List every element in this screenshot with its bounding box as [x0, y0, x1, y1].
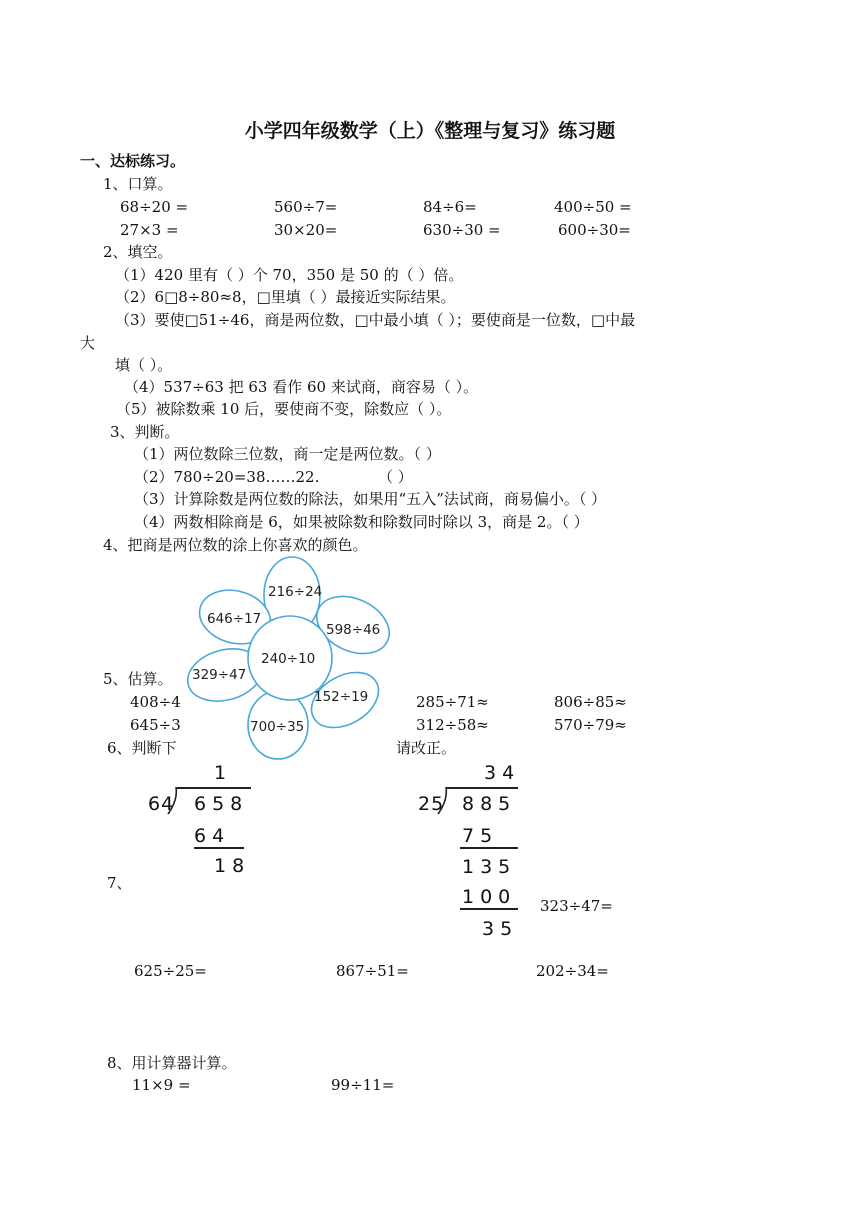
q3-item: （4）两数相除商是 6，如果被除数和除数同时除以 3，商是 2。（ ）: [134, 513, 589, 531]
q1-item: 30×20=: [274, 221, 338, 239]
q2-item: （5）被除数乘 10 后，要使商不变，除数应（ ）。: [116, 400, 452, 418]
petal-label: 152÷19: [314, 689, 369, 705]
petal-label: 598÷46: [326, 622, 381, 638]
q5-item: 806÷85≈: [554, 693, 627, 711]
q3-item: （2）780÷20=38……22.: [134, 468, 320, 486]
q1-item: 630÷30 =: [423, 221, 501, 239]
q7-item: 323÷47=: [540, 897, 613, 915]
q1-item: 400÷50 =: [554, 198, 632, 216]
q3-item: （ ）: [378, 468, 413, 486]
q7-item: 625÷25=: [134, 962, 207, 980]
division-line: [194, 847, 244, 849]
q7-item: 867÷51=: [336, 962, 409, 980]
q5-heading: 5、估算。: [103, 670, 173, 688]
q1-item: 600÷30=: [558, 221, 631, 239]
q8-heading: 8、用计算器计算。: [107, 1054, 237, 1072]
q6-heading: 请改正。: [396, 739, 457, 757]
division-divisor: 25: [418, 793, 445, 815]
q2-item: （3）要使□51÷46，商是两位数，□中最小填（ ）；要使商是一位数，□中最: [115, 311, 636, 329]
q3-item: （1）两位数除三位数，商一定是两位数。（ ）: [134, 445, 441, 463]
q2-item: 填（ ）。: [115, 356, 173, 374]
division-remainder: 18: [214, 855, 251, 877]
flower-center-label: 240÷10: [261, 651, 316, 667]
division-bar: [446, 787, 518, 789]
q3-heading: 3、判断。: [110, 423, 180, 441]
division-dividend: 885: [462, 793, 517, 815]
q2-item: （4）537÷63 把 63 看作 60 来试商，商容易（ ）。: [124, 378, 479, 396]
q5-item: 645÷3: [130, 716, 181, 734]
q5-item: 408÷4: [130, 693, 181, 711]
division-dividend: 658: [194, 793, 249, 815]
q3-item: （3）计算除数是两位数的除法，如果用“五入”法试商，商易偏小。（ ）: [134, 490, 607, 508]
division-remainder: 35: [482, 918, 519, 940]
q2-item: （2）6□8÷80≈8，□里填（ ）最接近实际结果。: [115, 288, 456, 306]
q6-heading: 6、判断下: [107, 739, 177, 757]
division-bar: [176, 787, 251, 789]
division-step: 135: [462, 856, 517, 878]
petal-label: 216÷24: [268, 584, 323, 600]
q7-heading: 7、: [107, 874, 132, 892]
q7-item: 202÷34=: [536, 962, 609, 980]
division-step: 75: [462, 825, 499, 847]
q2-heading: 2、填空。: [103, 243, 173, 261]
q5-item: 570÷79≈: [554, 716, 627, 734]
q1-item: 560÷7=: [274, 198, 338, 216]
division-step: 64: [194, 825, 231, 847]
petal-label: 700÷35: [250, 719, 305, 735]
q2-item: （1）420 里有（ ）个 70，350 是 50 的（ ）倍。: [115, 266, 464, 284]
q1-item: 84÷6=: [423, 198, 477, 216]
q1-heading: 1、口算。: [103, 175, 173, 193]
section-heading: 一、达标练习。: [80, 152, 186, 170]
division-quotient: 34: [484, 762, 521, 784]
q5-item: 285÷71≈: [416, 693, 489, 711]
division-line: [460, 908, 518, 910]
division-step: 100: [462, 886, 517, 908]
division-divisor: 64: [148, 793, 175, 815]
q1-item: 68÷20 =: [120, 198, 189, 216]
flower-diagram: [185, 555, 395, 770]
q1-item: 27×3 =: [120, 221, 179, 239]
q8-item: 99÷11=: [331, 1076, 395, 1094]
q5-item: 312÷58≈: [416, 716, 489, 734]
q8-item: 11×9 =: [132, 1076, 191, 1094]
page-title: 小学四年级数学（上）《整理与复习》练习题: [244, 120, 616, 142]
q2-item: 大: [80, 334, 96, 352]
petal-label: 329÷47: [192, 667, 247, 683]
petal-label: 646÷17: [207, 611, 262, 627]
q4-heading: 4、把商是两位数的涂上你喜欢的颜色。: [103, 536, 368, 554]
division-line: [460, 847, 518, 849]
division-quotient: 1: [214, 762, 233, 784]
